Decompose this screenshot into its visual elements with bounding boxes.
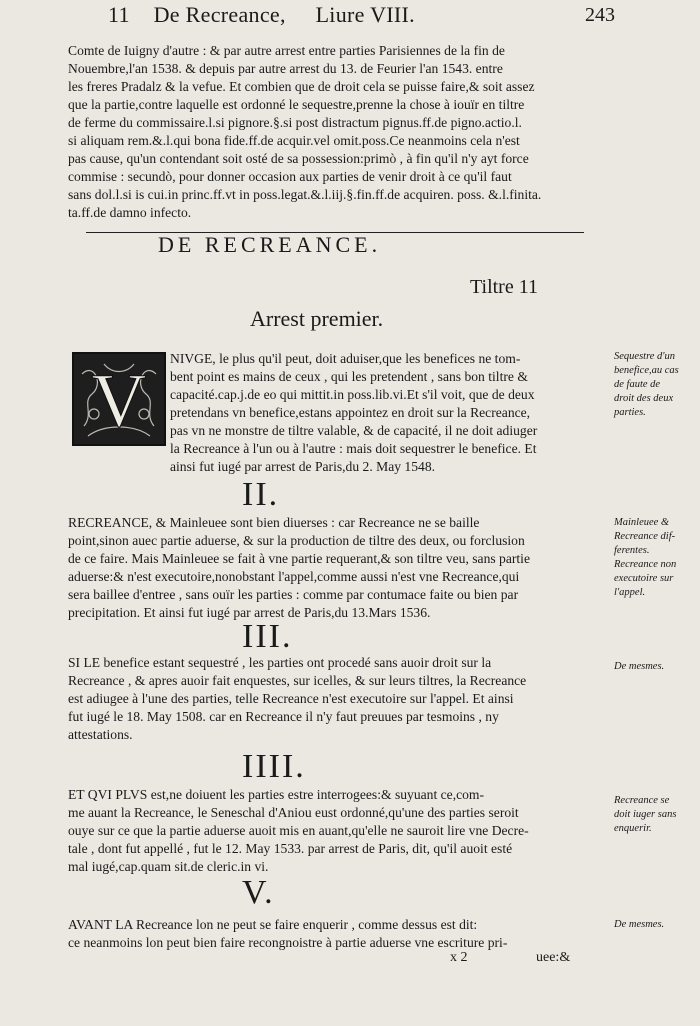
margin-note-line: enquerir. bbox=[614, 823, 652, 834]
margin-note-line: ferentes. bbox=[614, 545, 650, 556]
text-line: ainsi fut iugé par arrest de Paris,du 2. May 1548. bbox=[170, 459, 436, 474]
margin-note-5 bbox=[614, 918, 698, 932]
text-line: tale , dont fut appellé , fut le 12. May 1533. par arrest de Paris, dit, qu'il auoit esté bbox=[68, 841, 513, 856]
text-line: RECREANCE, & Mainleuee sont bien diuerses : car Recreance ne se baille bbox=[68, 515, 480, 530]
text-line: commise : secundò, pour donner occasion aux parties de venir droit à ce qu'il faut bbox=[68, 169, 512, 184]
arrest-number-5: V. bbox=[242, 874, 275, 911]
margin-note-line: De mesmes. bbox=[614, 661, 665, 672]
titre-label: Tiltre 11 bbox=[470, 276, 538, 298]
text-line: ouye sur ce que la partie aduerse auoit mis en auant,qu'elle ne sauroit lire vne Decre- bbox=[68, 823, 529, 838]
text-line: de ferme du commissaire.l.si pignore.§.si post distractum pignus.ff.de pigno.actio.l. bbox=[68, 115, 522, 130]
para-arrest-3 bbox=[68, 654, 606, 744]
margin-note-line: de faute de bbox=[614, 379, 661, 390]
para-arrest-1 bbox=[170, 350, 606, 476]
text-line: les freres Pradalz & la vefue. Et combien que de droit cela se puisse faire,& soit assez bbox=[68, 79, 535, 94]
margin-note-line: l'appel. bbox=[614, 587, 646, 598]
text-line: pas vn ne monstre de tiltre valable, & de capacité, il ne doit adiuger bbox=[170, 423, 538, 438]
margin-note-line: Recreance non bbox=[614, 559, 677, 570]
margin-note-line: Mainleuee & bbox=[614, 517, 670, 528]
text-line: AVANT LA Recreance lon ne peut se faire enquerir , comme dessus est dit: bbox=[68, 917, 478, 932]
text-line: precipitation. Et ainsi fut iugé par arrest de Paris,du 13.Mars 1536. bbox=[68, 605, 431, 620]
page-number: 243 bbox=[585, 4, 615, 26]
top-paragraph bbox=[68, 42, 606, 222]
margin-note-line: benefice,au cas bbox=[614, 365, 679, 376]
text-line: que la partie,contre laquelle est ordonné le sequestre,prenne la chose à iouïr en tiltre bbox=[68, 97, 525, 112]
text-line: la Recreance à l'un ou à l'autre : mais doit sequestrer le benefice. Et bbox=[170, 441, 537, 456]
text-line: sera baillee d'entree , sans ouïr les parties : comme par contumace faite ou bien par bbox=[68, 587, 519, 602]
margin-note-3 bbox=[614, 660, 698, 674]
text-line: mal iugé,cap.quam sit.de cleric.in vi. bbox=[68, 859, 269, 874]
text-line: aduerse:& n'est executoire,nonobstant l'appel,comme aussi n'est vne Recreance,qui bbox=[68, 569, 520, 584]
text-line: fut iugé le 18. May 1508. car en Recreance il n'y faut preuues par tesmoins , ny bbox=[68, 709, 499, 724]
text-line: de ce faire. Mais Mainleuee se fait à vne partie requerant,& son tiltre veu, sans partie bbox=[68, 551, 530, 566]
arrest-number-3: III. bbox=[242, 618, 293, 655]
text-line: ta.ff.de damno infecto. bbox=[68, 205, 192, 220]
text-line: est adiugee à l'une des parties, telle Recreance n'est executoire sur l'appel. Et ainsi bbox=[68, 691, 514, 706]
text-line: ce neanmoins lon peut bien faire recongnoistre à partie aduerse vne escriture pri- bbox=[68, 935, 508, 950]
catchword: uee:& bbox=[536, 950, 571, 965]
margin-note-line: Recreance dif- bbox=[614, 531, 676, 542]
ornamental-initial bbox=[72, 352, 166, 446]
running-title: De Recreance, bbox=[153, 2, 286, 27]
signature-mark: x 2 bbox=[450, 950, 468, 965]
margin-note-line: executoire sur bbox=[614, 573, 674, 584]
running-head bbox=[108, 2, 578, 28]
text-line: Comte de Iuigny d'autre : & par autre arrest entre parties Parisiennes de la fin de bbox=[68, 43, 505, 58]
text-line: pas cause, qu'un contendant soit osté de sa possession:primò , à fin qu'il n'y ayt force bbox=[68, 151, 529, 166]
arrest-number-2: II. bbox=[242, 476, 280, 513]
text-line: me auant la Recreance, le Seneschal d'Aniou eust ordonné,qu'une des parties seroit bbox=[68, 805, 519, 820]
para-arrest-4 bbox=[68, 786, 606, 876]
margin-note-1 bbox=[614, 350, 698, 420]
text-line: Nouembre,l'an 1538. & depuis par autre arrest du 13. de Feurier l'an 1543. entre bbox=[68, 61, 503, 76]
text-line: ET QVI PLVS est,ne doiuent les parties estre interrogees:& suyuant ce,com- bbox=[68, 787, 485, 802]
folio-left: 11 bbox=[108, 2, 130, 27]
margin-note-2 bbox=[614, 516, 698, 600]
arrest-number-4: IIII. bbox=[242, 748, 306, 785]
margin-note-4 bbox=[614, 794, 698, 836]
text-line: SI LE benefice estant sequestré , les parties ont procedé sans auoir droit sur la bbox=[68, 655, 492, 670]
margin-note-line: Sequestre d'un bbox=[614, 351, 676, 362]
text-line: sans dol.l.si is cui.in princ.ff.vt in poss.legat.&.l.iij.§.fin.ff.de acquiren. poss. &.l.finita. bbox=[68, 187, 542, 202]
text-line: point,sinon auec partie aduerse, & sur la production de tiltre des deux, ou forclusion bbox=[68, 533, 525, 548]
running-book: Liure VIII. bbox=[315, 2, 415, 27]
dropcap-letter: V bbox=[91, 359, 147, 443]
text-line: attestations. bbox=[68, 727, 133, 742]
para-arrest-2 bbox=[68, 514, 606, 622]
margin-note-line: Recreance se bbox=[614, 795, 670, 806]
margin-note-line: parties. bbox=[614, 407, 646, 418]
text-line: bent point es mains de ceux , qui les pretendent , sans bon tiltre & bbox=[170, 369, 528, 384]
text-line: si aliquam rem.&.l.qui bona fide.ff.de acquir.vel omit.poss.Ce neanmoins cela n'est bbox=[68, 133, 520, 148]
margin-note-line: De mesmes. bbox=[614, 919, 665, 930]
arrest-title: Arrest premier. bbox=[250, 306, 384, 331]
margin-note-line: droit des deux bbox=[614, 393, 674, 404]
text-line: pretendans vn benefice,estans appointez en droit sur la Recreance, bbox=[170, 405, 531, 420]
section-title: DE RECREANCE. bbox=[158, 232, 382, 257]
margin-note-line: doit iuger sans bbox=[614, 809, 677, 820]
para-arrest-5 bbox=[68, 916, 606, 952]
bleed-through-text bbox=[616, 118, 696, 178]
text-line: NIVGE, le plus qu'il peut, doit aduiser,que les benefices ne tom- bbox=[170, 351, 521, 366]
text-line: Recreance , & apres auoir fait enquestes, sur icelles, & sur leurs tiltres, la Recreance bbox=[68, 673, 527, 688]
ornament-icon bbox=[74, 354, 164, 444]
text-line: capacité.cap.j.de eo qui mittit.in poss.lib.vi.Et s'il voit, que de deux bbox=[170, 387, 535, 402]
